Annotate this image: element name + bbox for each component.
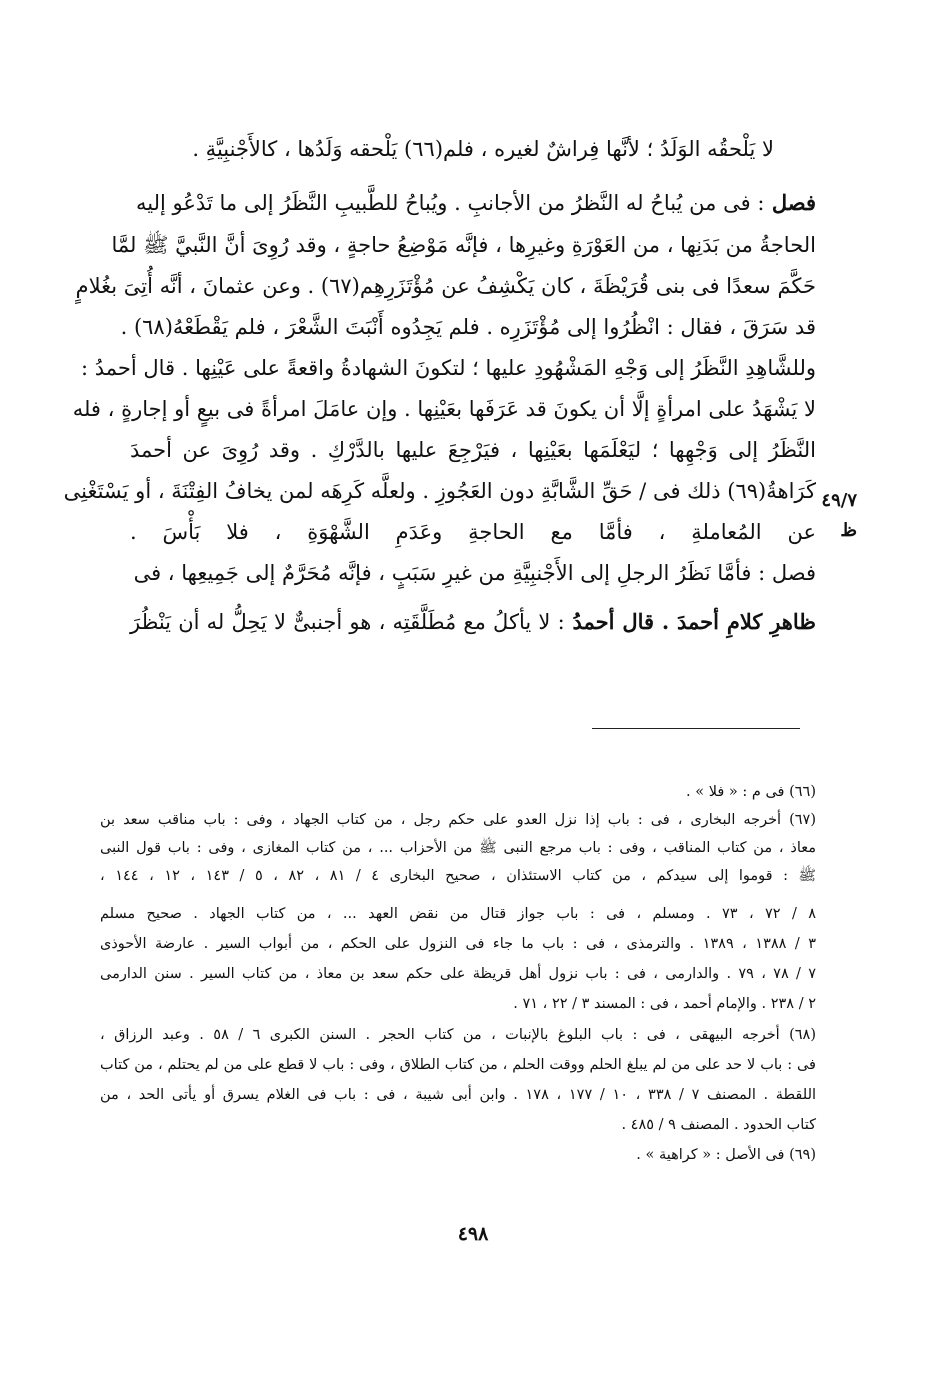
- footnote-line: معاذ ، من كتاب المناقب ، وفى : باب مرجع النبى ﷺ من الأحزاب ... ، من كتاب المغازى ، وفى : باب قول النبى: [100, 840, 816, 856]
- footnote-line: (٦٨) أخرجه البيهقى ، فى : باب البلوغ بالإنبات ، من كتاب الحجر . السنن الكبرى ٦ / ٥٨ . وعبد الرزاق ،: [100, 1027, 816, 1043]
- footnote-line: ٢ / ٢٣٨ . والإمام أحمد ، فى : المسند ٣ / ٢٢ ، ٧١ .: [513, 996, 816, 1012]
- margin-folio-note: ٤٩/٧ ظ: [821, 490, 857, 541]
- footnote-line: ٣ / ١٣٨٨ ، ١٣٨٩ . والترمذى ، فى : باب ما جاء فى النزول على الحكم ، من أبواب السير . عارضة الأحوذى: [100, 936, 816, 952]
- footnote-line: (٦٩) فى الأصل : « كراهية » .: [636, 1147, 816, 1163]
- section-heading-word: فصل: [764, 190, 816, 215]
- footnote-separator: [592, 728, 800, 729]
- body-line: [130, 646, 816, 680]
- footnote-line: كتاب الحدود . المصنف ٩ / ٤٨٥ .: [621, 1117, 816, 1133]
- body-line: لا يَشْهَدُ على امرأةٍ إلَّا أن يكونَ قد عَرَفَها بعَيْنِها . وإن عامَلَ امرأةً فى بيعٍ أو إجارةٍ ، فله: [72, 397, 816, 421]
- footnote-line: اللقطة . المصنف ٧ / ٣٣٨ ، ١٠ / ١٧٧ ، ١٧٨ . وابن أبى شيبة ، فى : باب فى الغلام يسرق أو يأتى الحد ، من: [100, 1087, 817, 1103]
- footnote-line: فى : باب لا حد على من لم يبلغ الحلم ووقت الحلم ، من كتاب الطلاق ، وفى : باب لا قطع على من لم يحتلم ، من كتاب: [100, 1057, 816, 1073]
- page-number: ٤٩٨: [457, 1223, 489, 1245]
- body-line: عن المُعاملةِ ، فأمَّا مع الحاجةِ وعَدَمِ الشَّهْوَةِ ، فلا بَأْسَ .: [130, 520, 816, 544]
- body-line-section-heading: ظاهرِ كلامِ أحمدَ . قال أحمدُ : لا يأكلُ مع مُطَلَّقَتِه ، هو أجنبىٌّ لا يَحِلُّ له أن يَنْظُرَ: [130, 609, 816, 634]
- body-line: لا يَلْحقُه الوَلَدُ ؛ لأنَّها فِراشٌ لغيره ، فلم(٦٦) يَلْحقه وَلَدُها ، كالأَجْنبِيَّةِ .: [192, 137, 774, 161]
- body-line: قد سَرَقَ ، فقال : انْظُرُوا إلى مُؤْتَزَرِه . فلم يَجِدُوه أَنْبَتَ الشَّعْرَ ، فلم يَقْطَعْهُ(٦٨) .: [120, 315, 816, 339]
- body-line: النَّظَرُ إلى وَجْهِها ؛ ليَعْلَمَها بعَيْنِها ، فيَرْجِعَ عليها بالدَّرْكِ . وقد رُوِىَ عن أحمدَ: [130, 438, 816, 462]
- body-line-section-heading: فصل : فى من يُباحُ له النَّظرُ من الأجانبِ . ويُباحُ للطَّبيبِ النَّظَرُ إلى ما تَدْعُو إليه: [136, 190, 816, 215]
- body-line: حَكَّمَ سعدًا فى بنى قُرَيْظَةَ ، كان يَكْشِفُ عن مُؤْتَزَرِهِم(٦٧) . وعن عثمانَ ، أنَّه أُتِىَ بغُلامٍ: [75, 274, 816, 298]
- body-line: كَرَاهةُ(٦٩) ذلك فى / حَقِّ الشَّابَّةِ دون العَجُوزِ . ولعلَّه كَرِهَه لمن يخافُ الفِتْنَةَ ، أو يَسْتَغْنِى: [63, 479, 816, 503]
- footnote-line: ٧ / ٧٨ ، ٧٩ . والدارمى ، فى : باب نزول أهل قريظة على حكم سعد بن معاذ ، من كتاب السير . سنن الدارمى: [100, 966, 816, 982]
- body-line: فصل : فأمَّا نَظَرُ الرجلِ إلى الأَجْنبِيَّةِ من غيرِ سَبَبٍ ، فإنَّه مُحَرَّمٌ إلى جَمِيعِها ، فى: [133, 561, 816, 585]
- footnote-line: (٦٧) أخرجه البخارى ، فى : باب إذا نزل العدو على حكم رجل ، من كتاب الجهاد ، وفى : باب مناقب سعد بن: [100, 812, 816, 828]
- body-line: الحاجةُ من بَدَنِها ، من العَوْرَةِ وغيرِها ، فإنَّه مَوْضِعُ حاجةٍ ، وقد رُوِىَ أنَّ النَّبيَّ ﷺ لمَّا: [111, 233, 816, 257]
- footnote-line: (٦٦) فى م : « فلا » .: [686, 784, 816, 800]
- footnote-line: ﷺ : قوموا إلى سيدكم ، من كتاب الاستئذان ، صحيح البخارى ٤ / ٨١ ، ٨٢ ، ٥ / ١٤٣ ، ١٢ ، ١٤٤ ،: [100, 868, 817, 884]
- footnote-line: ٨ / ٧٢ ، ٧٣ . ومسلم ، فى : باب جواز قتال من نقض العهد ... ، من كتاب الجهاد . صحيح مسلم: [100, 906, 817, 922]
- section-heading-word: ظاهرِ كلامِ أحمدَ . قال أحمدُ: [564, 609, 816, 634]
- body-line: وللشَّاهِدِ النَّظَرُ إلى وَجْهِ المَشْهُودِ عليها ؛ لتكونَ الشهادةُ واقعةً على عَيْنِها . قال أحمدُ :: [80, 356, 816, 380]
